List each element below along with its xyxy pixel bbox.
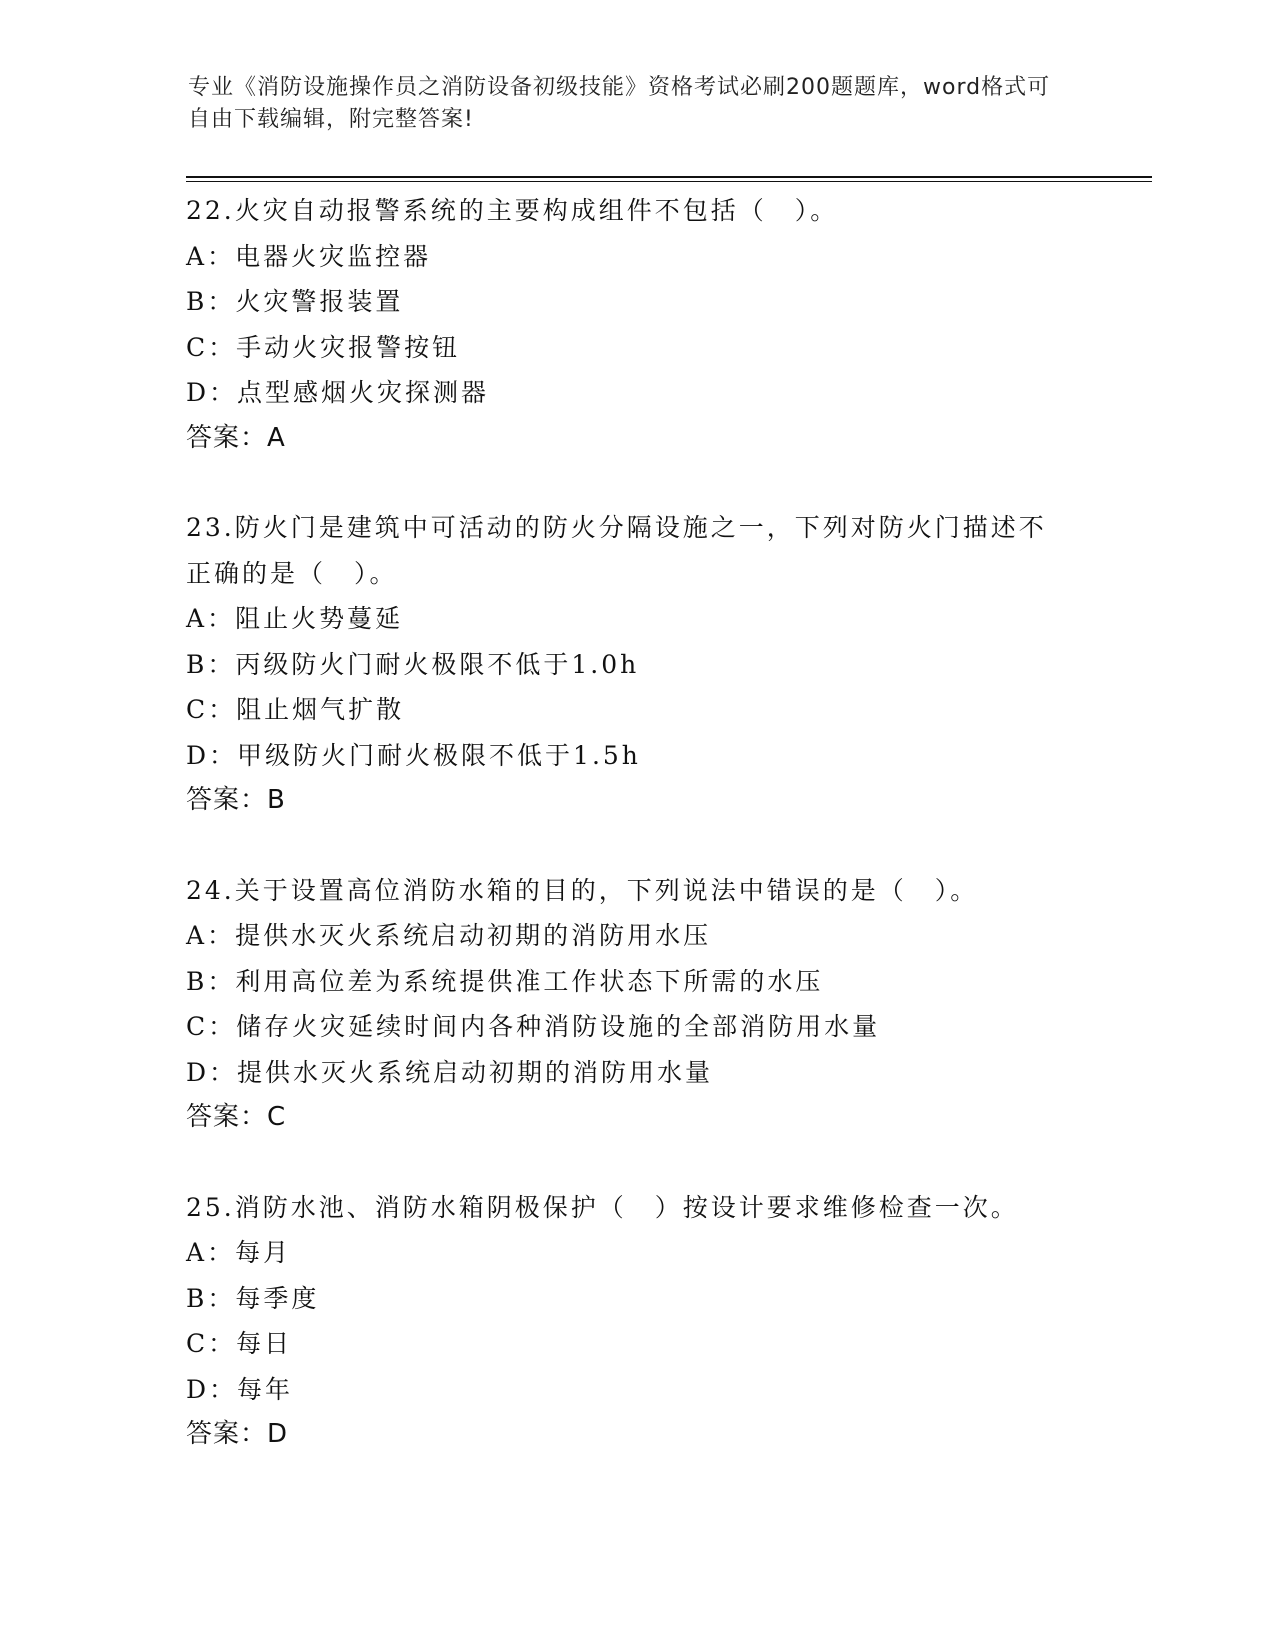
- option-key: C：: [186, 1329, 237, 1358]
- option-text: 甲级防火门耐火极限不低于1.5h: [237, 740, 641, 770]
- option-a: [186, 913, 1086, 959]
- option-a: [186, 596, 1086, 642]
- document-header: 专业《消防设施操作员之消防设备初级技能》资格考试必刷200题题库，word格式可自由下载编辑，附完整答案!: [188, 75, 1051, 132]
- option-key: D：: [186, 378, 238, 407]
- option-d: [186, 1050, 1086, 1096]
- option-a: [186, 234, 1086, 280]
- option-text: 提供水灭火系统启动初期的消防用水压: [235, 921, 712, 950]
- question-stem: 23.防火门是建筑中可活动的防火分隔设施之一，下列对防火门描述不正确的是（ ）。: [186, 513, 1047, 588]
- question-stem: 24.关于设置高位消防水箱的目的，下列说法中错误的是（ ）。: [186, 875, 979, 905]
- question-25: [186, 1185, 1086, 1458]
- question-stem: 25.消防水池、消防水箱阴极保护（ ）按设计要求维修检查一次。: [186, 1192, 1019, 1222]
- option-text: 阻止烟气扩散: [236, 695, 405, 724]
- option-key: B：: [186, 287, 236, 316]
- option-key: D：: [186, 1374, 238, 1404]
- header-divider-thin: [186, 181, 1152, 182]
- option-c: [186, 325, 1086, 371]
- option-key: C：: [186, 695, 237, 724]
- option-key: B：: [186, 1283, 236, 1313]
- option-text: 丙级防火门耐火极限不低于1.0h: [235, 649, 640, 679]
- option-key: C：: [186, 332, 237, 362]
- question-23: [186, 505, 1086, 824]
- option-c: [186, 687, 1086, 733]
- question-24: [186, 868, 1086, 1141]
- option-key: C：: [186, 1012, 237, 1041]
- option-text: 火灾警报装置: [235, 287, 404, 316]
- option-text: 阻止火势蔓延: [235, 604, 404, 633]
- option-text: 每日: [236, 1329, 293, 1358]
- option-key: A：: [186, 604, 236, 633]
- answer-line: 答案：D: [186, 1419, 289, 1449]
- header-divider-thick: [186, 176, 1152, 178]
- answer-line: 答案：C: [186, 1102, 287, 1132]
- option-text: 储存火灾延续时间内各种消防设施的全部消防用水量: [236, 1012, 881, 1041]
- option-text: 每年: [237, 1374, 294, 1404]
- option-text: 每月: [235, 1238, 292, 1267]
- option-text: 点型感烟火灾探测器: [237, 378, 490, 407]
- option-d: [186, 370, 1086, 416]
- option-b: [186, 959, 1086, 1005]
- question-stem: 22.火灾自动报警系统的主要构成组件不包括（ ）。: [186, 196, 839, 225]
- option-text: 提供水灭火系统启动初期的消防用水量: [237, 1057, 714, 1087]
- option-key: B：: [186, 966, 236, 996]
- option-text: 手动火灾报警按钮: [236, 332, 461, 362]
- option-key: A：: [186, 241, 236, 271]
- option-c: [186, 1004, 1086, 1050]
- answer-line: 答案：A: [186, 422, 286, 453]
- option-c: [186, 1321, 1086, 1367]
- option-key: A：: [186, 921, 236, 950]
- question-22: [186, 188, 1086, 461]
- option-a: [186, 1230, 1086, 1276]
- option-b: [186, 1276, 1086, 1322]
- option-b: [186, 642, 1086, 688]
- question-list: [186, 188, 1086, 1502]
- option-key: D：: [186, 1057, 238, 1087]
- option-key: B：: [186, 649, 236, 679]
- option-key: D：: [186, 740, 238, 770]
- option-d: [186, 1367, 1086, 1413]
- option-d: [186, 733, 1086, 779]
- answer-line: 答案：B: [186, 785, 286, 815]
- option-text: 每季度: [235, 1283, 320, 1313]
- option-key: A：: [186, 1238, 236, 1267]
- option-text: 利用高位差为系统提供准工作状态下所需的水压: [235, 966, 824, 996]
- option-text: 电器火灾监控器: [235, 241, 432, 271]
- option-b: [186, 279, 1086, 325]
